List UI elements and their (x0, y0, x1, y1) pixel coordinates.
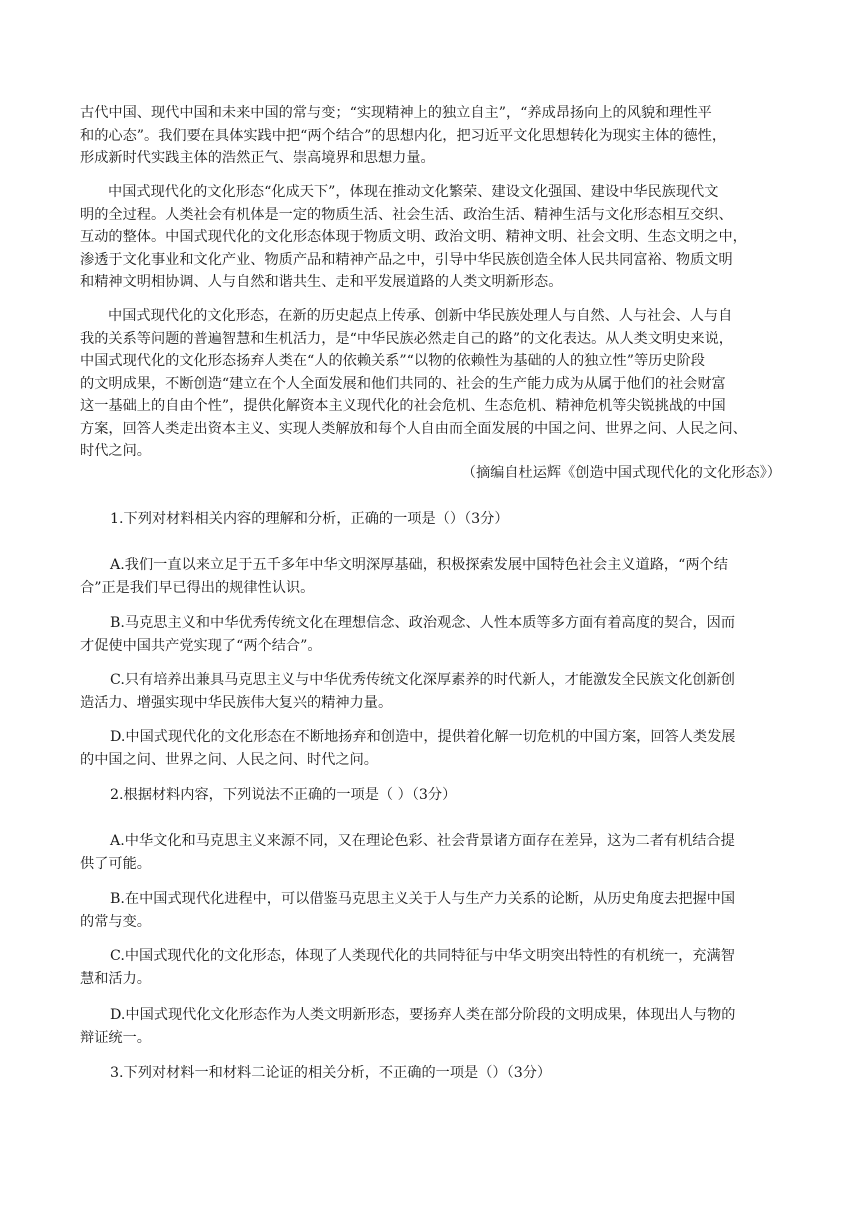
text-line: 明的全过程。人类社会有机体是一定的物质生活、社会生活、政治生活、精神生活与文化形态相互交织、 (80, 206, 733, 223)
question-1-option-a (80, 554, 816, 599)
text-line: 我的关系等问题的普遍智慧和生机活力，是“中华民族必然走自己的路”的文化表达。从人类文明史来说， (80, 330, 733, 347)
text-line: 中国式现代化的文化形态“化成天下”，体现在推动文化繁荣、建设文化强国、建设中华民族现代文 (108, 184, 719, 200)
text-line: 辩证统一。 (80, 1029, 151, 1046)
question-1-option-d (80, 726, 816, 771)
question-1-option-c (80, 669, 816, 714)
text-line: 造活力、增强实现中华民族伟大复兴的精神力量。 (80, 694, 393, 711)
question-3-stem: 3.下列对材料一和材料二论证的相关分析，不正确的一项是（）（3分） (110, 1065, 552, 1081)
passage-paragraph-3 (80, 305, 786, 463)
text-line: 古代中国、现代中国和未来中国的常与变；“实现精神上的独立自主”，“养成昂扬向上的风貌和理性平 (80, 105, 712, 121)
text-line: 渗透于文化事业和文化产业、物质产品和精神产品之中，引导中华民族创造全体人民共同富裕、物质文明 (80, 251, 733, 268)
text-line: C.中国式现代化的文化形态，体现了人类现代化的共同特征与中华文明突出特性的有机统一，充满智 (110, 948, 735, 964)
text-line: D.中国式现代化的文化形态在不断地扬弃和创造中，提供着化解一切危机的中国方案，回答人类发展 (110, 729, 736, 745)
passage-paragraph-2 (80, 181, 786, 294)
text-line: 中国式现代化的文化形态，在新的历史起点上传承、创新中华民族处理人与自然、人与社会、人与自 (108, 308, 733, 324)
source-citation: （摘编自杜运辉《创造中国式现代化的文化形态》） (461, 465, 781, 481)
question-2-option-b (80, 888, 816, 933)
text-line: A.我们一直以来立足于五千多年中华文明深厚基础，积极探索发展中国特色社会主义道路，“两个结 (110, 557, 728, 573)
text-line: 供了可能。 (80, 855, 151, 872)
text-line: 合”正是我们早已得出的规律性认识。 (80, 579, 315, 596)
text-line: 慧和活力。 (80, 970, 151, 987)
question-1-option-b (80, 612, 816, 657)
text-line: 的文明成果，不断创造“建立在个人全面发展和他们共同的、社会的生产能力成为从属于他们的社会财富 (80, 375, 726, 392)
text-line: 形成新时代实践主体的浩然正气、崇高境界和思想力量。 (80, 150, 435, 166)
text-line: 中国式现代化的文化形态扬弃人类在“人的依赖关系”“以物的依赖性为基础的人的独立性”等历史阶段 (80, 353, 705, 369)
text-line: B.在中国式现代化进程中，可以借鉴马克思主义关于人与生产力关系的论断，从历史角度去把握中国 (110, 891, 736, 907)
text-line: 的中国之问、世界之问、人民之问、时代之问。 (80, 751, 378, 768)
text-line: 方案，回答人类走出资本主义、实现人类解放和每个人自由而全面发展的中国之问、世界之问、人民之问、 (80, 420, 747, 437)
passage-paragraph-1 (80, 102, 786, 170)
question-2-option-c (80, 945, 816, 990)
text-line: A.中华文化和马克思主义来源不同，又在理论色彩、社会背景诸方面存在差异，这为二者有机结合提 (110, 833, 735, 849)
text-line: 的常与变。 (80, 913, 151, 930)
text-line: 互动的整体。中国式现代化的文化形态体现于物质文明、政治文明、精神文明、社会文明、生态文明之中， (80, 229, 747, 245)
question-1-stem: 1.下列对材料相关内容的理解和分析，正确的一项是（）（3分） (110, 511, 509, 527)
text-line: 和精神文明相协调、人与自然和谐共生、走和平发展道路的人类文明新形态。 (80, 274, 563, 290)
text-line: 时代之问。 (80, 443, 151, 459)
text-line: C.只有培养出兼具马克思主义与中华优秀传统文化深厚素养的时代新人，才能激发全民族文化创新创 (110, 672, 735, 688)
text-line: 这一基础上的自由个性”，提供化解资本主义现代化的社会危机、生态危机、精神危机等尖锐挑战的中国 (80, 398, 726, 414)
question-2-option-d (80, 1004, 816, 1049)
question-2-option-a (80, 830, 816, 875)
text-line: 才促使中国共产党实现了“两个结合”。 (80, 637, 322, 654)
text-line: 和的心态”。我们要在具体实践中把“两个结合”的思想内化，把习近平文化思想转化为现实主体的德性， (80, 127, 727, 144)
text-line: D.中国式现代化文化形态作为人类文明新形态，要扬弃人类在部分阶段的文明成果，体现出人与物的 (110, 1007, 736, 1023)
text-line: B.马克思主义和中华优秀传统文化在理想信念、政治观念、人性本质等多方面有着高度的契合，因而 (110, 615, 736, 631)
question-2-stem: 2.根据材料内容，下列说法不正确的一项是（ ）（3分） (110, 787, 457, 803)
